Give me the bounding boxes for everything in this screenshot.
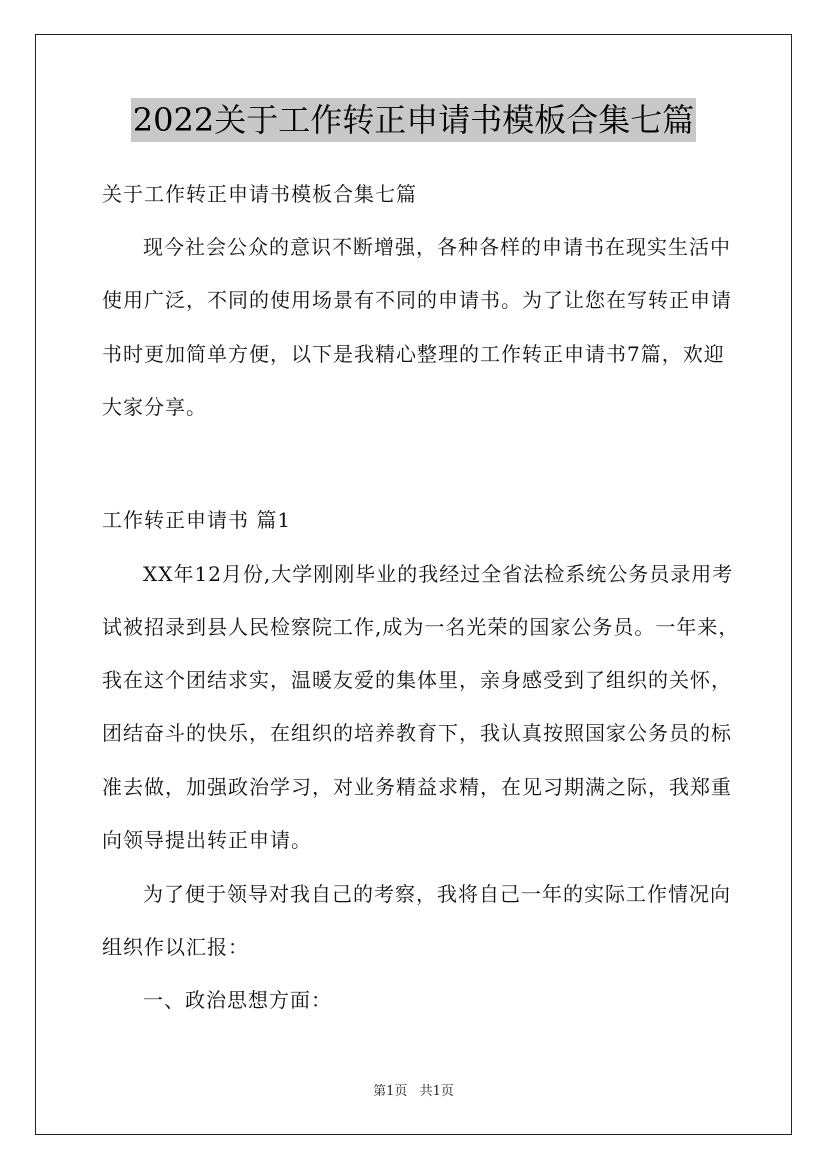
intro-line: 现今社会公众的意识不断增强，各种各样的申请书在现实生活中: [143, 235, 731, 259]
paragraph-line: 团结奋斗的快乐，在组织的培养教育下，我认真按照国家公务员的标: [102, 721, 732, 745]
intro-line: 书时更加简单方便，以下是我精心整理的工作转正申请书7篇，欢迎: [102, 342, 725, 366]
intro-line: 大家分享。: [102, 395, 207, 419]
document-subtitle: 关于工作转正申请书模板合集七篇: [102, 182, 417, 206]
paragraph-line: 我在这个团结求实，温暖友爱的集体里，亲身感受到了组织的关怀，: [102, 668, 732, 692]
section-heading: 工作转正申请书 篇1: [102, 508, 292, 532]
paragraph-line: 为了便于领导对我自己的考察，我将自己一年的实际工作情况向: [143, 882, 731, 906]
document-title: 2022关于工作转正申请书模板合集七篇: [131, 98, 696, 142]
paragraph-line: 组织作以汇报：: [102, 935, 249, 959]
paragraph-line: 试被招录到县人民检察院工作,成为一名光荣的国家公务员。一年来，: [102, 615, 740, 639]
subheading: 一、政治思想方面：: [143, 988, 332, 1012]
page-number: 第1页: [373, 1084, 408, 1099]
paragraph-line: 准去做，加强政治学习，对业务精益求精，在见习期满之际，我郑重: [102, 775, 732, 799]
title-wrapper: [0, 98, 827, 142]
page-total: 共1页: [419, 1084, 454, 1099]
paragraph-line: 向领导提出转正申请。: [102, 828, 312, 852]
page-footer: [0, 1083, 827, 1101]
paragraph-line: XX年12月份,大学刚刚毕业的我经过全省法检系统公务员录用考: [143, 562, 734, 586]
intro-line: 使用广泛，不同的使用场景有不同的申请书。为了让您在写转正申请: [102, 288, 732, 312]
